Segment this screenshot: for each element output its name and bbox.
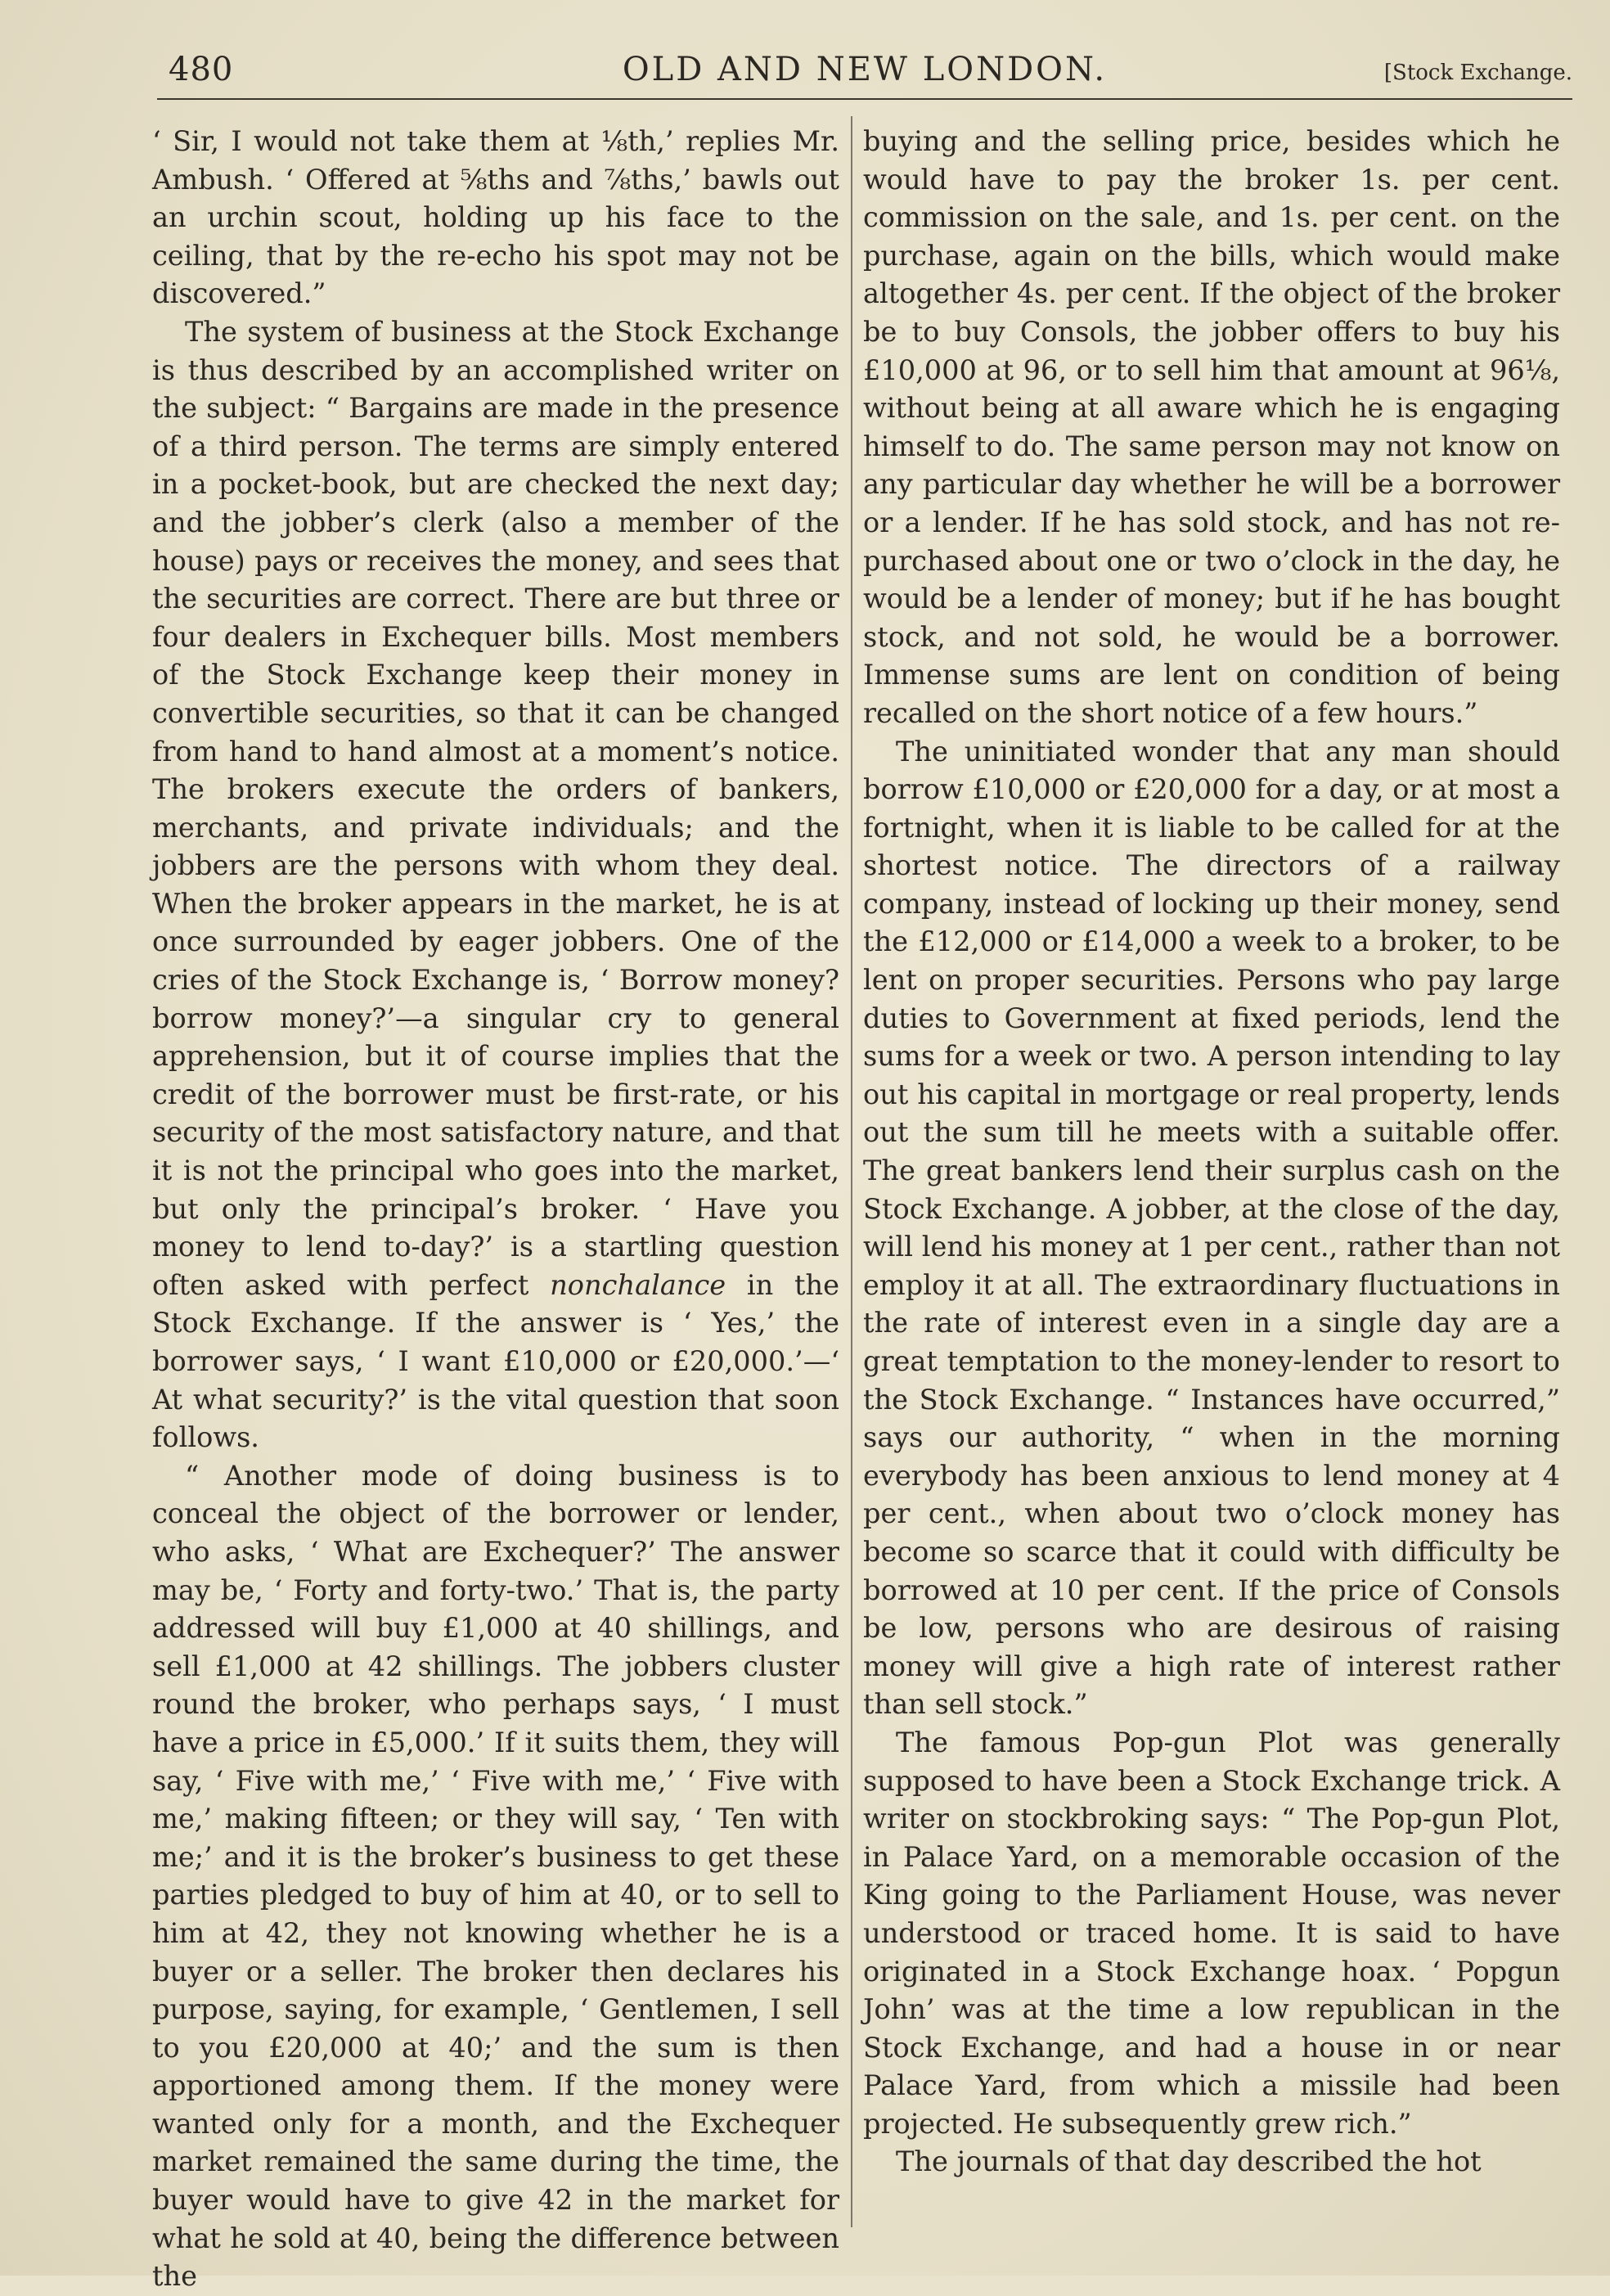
page-header bbox=[157, 46, 1572, 100]
page-number: 480 bbox=[169, 51, 234, 88]
paragraph: The famous Pop-gun Plot was generally supposed to have been a Stock Exchange trick. A writer on stockbroking says: “ The Pop-gun Plot, in Palace Yard, on a memorable occasion of the King going to the Parliament House, was never understood or traced home. It is said to have originated in a Stock Exchange hoax. ‘ Popgun John’ was at the time a low republican in the Stock Exchange, and had a house in or near Palace Yard, from which a missile had been projected. He subsequently grew rich.” bbox=[863, 1726, 1560, 2140]
running-title: OLD AND NEW LONDON. bbox=[622, 51, 1108, 88]
paragraph-text: The system of business at the Stock Exchange is thus described by an accomplished writer on the subject: “ Bargains are made in the presence of a third person. The terms are simply entered in a pocket-book, but are checked the next day; and the jobber’s clerk (also a member of the house) pays or receives the money, and sees that the securities are correct. There are but three or four dealers in Exchequer bills. Most members of the Stock Exchange keep their money in convertible securities, so that it can be changed from hand to hand almost at a moment’s notice. The brokers execute the orders of bankers, merchants, and private individuals; and the jobbers are the persons with whom they deal. When the broker appears in the market, he is at once surrounded by eager jobbers. One of the cries of the Stock Exchange is, ‘ Borrow money? borrow money?’—a singular cry to general apprehension, but it of course implies that the credit of the borrower must be first-rate, or his security of the most satisfactory nature, and that it is not the principal who goes into the market, but only the principal’s broker. ‘ Have you money to lend to-day?’ is a startling question often asked with perfect bbox=[152, 315, 839, 1301]
right-column bbox=[863, 123, 1560, 2217]
paragraph bbox=[152, 313, 839, 1457]
paragraph-text: in the Stock Exchange. If the answer is ‘ Yes,’ the borrower says, ‘ I want £10,000 or £20,000.’—‘ At what security?’ is the vital question that soon follows. bbox=[152, 1268, 839, 1454]
left-column bbox=[152, 123, 839, 2293]
paragraph: The journals of that day described the hot bbox=[896, 2145, 1482, 2178]
section-tag: [Stock Exchange. bbox=[1383, 61, 1572, 85]
paragraph: buying and the selling price, besides which he would have to pay the broker 1s. per cent. commission on the sale, and 1s. per cent. on the purchase, again on the bills, which would make altogether 4s. per cent. If the object of the broker be to buy Consols, the jobber offers to buy his £10,000 at 96, or to sell him that amount at 96⅛, without being at all aware which he is engaging himself to do. The same person may not know on any particular day whether he will be a borrower or a lender. If he has sold stock, and has not re-purchased about one or two o’clock in the day, he would be a lender of money; but if he has bought stock, and not sold, he would be a borrower. Immense sums are lent on condition of being recalled on the short notice of a few hours.” bbox=[863, 125, 1560, 729]
paragraph: The uninitiated wonder that any man should borrow £10,000 or £20,000 for a day, or at most a fortnight, when it is liable to be called for at the shortest notice. The directors of a railway company, instead of locking up their money, send the £12,000 or £14,000 a week to a broker, to be lent on proper securities. Persons who pay large duties to Government at fixed periods, lend the sums for a week or two. A person intending to lay out his capital in mortgage or real property, lends out the sum till he meets with a suitable offer. The great bankers lend their surplus cash on the Stock Exchange. A jobber, at the close of the day, will lend his money at 1 per cent., rather than not employ it at all. The extraordinary fluctuations in the rate of interest even in a single day are a great temptation to the money-lender to resort to the Stock Exchange. “ Instances have occurred,” says our authority, “ when in the morning everybody has been anxious to lend money at 4 per cent., when about two o’clock money has become so scarce that it could with difficulty be borrowed at 10 per cent. If the price of Consols be low, persons who are desirous of raising money will give a high rate of interest rather than sell stock.” bbox=[863, 735, 1560, 1721]
paragraph: ‘ Sir, I would not take them at ⅛th,’ replies Mr. Ambush. ‘ Offered at ⅝ths and ⅞ths,’ bawls out an urchin scout, holding up his face to the ceiling, that by the re-echo his spot may not be discovered.” bbox=[152, 125, 839, 310]
italic-word: nonchalance bbox=[550, 1268, 726, 1301]
column-rule bbox=[851, 116, 852, 2227]
paragraph: “ Another mode of doing business is to conceal the object of the borrower or lender, who asks, ‘ What are Exchequer?’ The answer may be, ‘ Forty and forty-two.’ That is, the party addressed will buy £1,000 at 40 shillings, and sell £1,000 at 42 shillings. The jobbers cluster round the broker, who perhaps says, ‘ I must have a price in £5,000.’ If it suits them, they will say, ‘ Five with me,’ ‘ Five with me,’ ‘ Five with me,’ making fifteen; or they will say, ‘ Ten with me;’ and it is the broker’s business to get these parties pledged to buy of him at 40, or to sell to him at 42, they not knowing whether he is a buyer or a seller. The broker then declares his purpose, saying, for example, ‘ Gentlemen, I sell to you £20,000 at 40;’ and the sum is then apportioned among them. If the money were wanted only for a month, and the Exchequer market remained the same during the time, the buyer would have to give 42 in the market for what he sold at 40, being the difference between the bbox=[152, 1459, 839, 2293]
